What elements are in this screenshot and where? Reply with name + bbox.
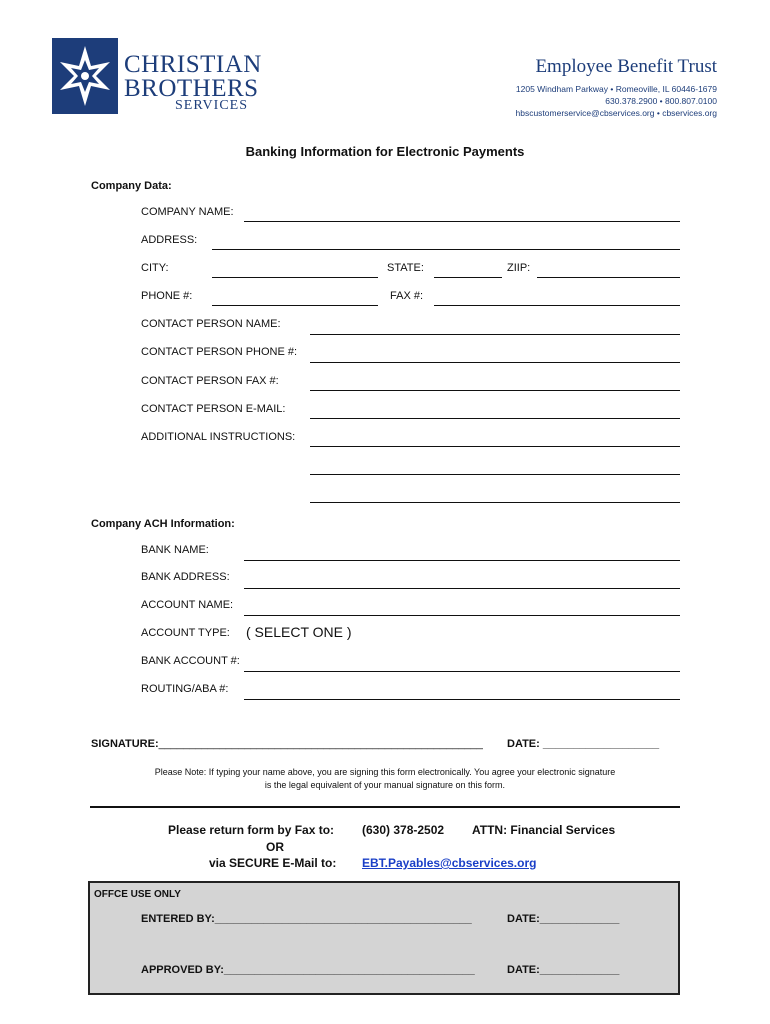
address-label: ADDRESS: — [141, 234, 198, 246]
contact-phone-label: CONTACT PERSON PHONE #: — [141, 346, 298, 358]
address-field[interactable] — [212, 249, 680, 250]
routing-field[interactable] — [244, 699, 680, 700]
page-title: Banking Information for Electronic Payments — [245, 144, 525, 159]
company-name-label: COMPANY NAME: — [141, 206, 234, 218]
return-email-label: via SECURE E-Mail to: — [209, 856, 337, 870]
zip-field[interactable] — [537, 277, 680, 278]
office-use-heading: OFFCE USE ONLY — [94, 889, 181, 900]
star-logo-icon — [52, 38, 118, 114]
entered-date-field[interactable]: DATE:_____________ — [507, 913, 620, 925]
signature-date-field[interactable]: ___________________ — [542, 738, 660, 750]
approved-date-field[interactable]: DATE:_____________ — [507, 964, 620, 976]
account-type-select[interactable]: ( SELECT ONE ) — [246, 624, 352, 640]
contact-phone-field[interactable] — [310, 362, 680, 363]
bank-address-label: BANK ADDRESS: — [141, 571, 230, 583]
bank-account-field[interactable] — [244, 671, 680, 672]
contact-fax-field[interactable] — [310, 390, 680, 391]
city-label: CITY: — [141, 262, 169, 274]
signature-note — [90, 766, 680, 792]
entered-by-field[interactable]: ENTERED BY:__________________________________________ — [141, 913, 472, 925]
zip-label: ZIIP: — [507, 262, 531, 274]
contact-email-field[interactable] — [310, 418, 680, 419]
additional-instructions-label: ADDITIONAL INSTRUCTIONS: — [141, 431, 296, 443]
signature-date-label: DATE: — [507, 738, 540, 750]
state-field[interactable] — [434, 277, 502, 278]
return-fax-label: Please return form by Fax to: — [168, 823, 335, 837]
brand-name-line2: BROTHERS — [124, 75, 259, 102]
signature-date-row — [507, 738, 659, 750]
signature-label: SIGNATURE: — [91, 738, 159, 750]
signature-note-line1: Please Note: If typing your name above, you are signing this form electronically. You agree your electronic signature — [154, 767, 616, 777]
signature-note-line2: is the legal equivalent of your manual signature on this form. — [264, 780, 506, 790]
company-name-field[interactable] — [244, 221, 680, 222]
bank-address-field[interactable] — [244, 588, 680, 589]
office-use-box — [88, 881, 680, 995]
bank-name-label: BANK NAME: — [141, 544, 209, 556]
ebt-contact-block — [515, 83, 717, 119]
additional-instructions-line-3[interactable] — [310, 502, 680, 503]
ach-heading: Company ACH Information: — [91, 518, 235, 530]
routing-label: ROUTING/ABA #: — [141, 683, 229, 695]
brand-name-line1: CHRISTIAN — [124, 51, 262, 78]
state-label: STATE: — [387, 262, 424, 274]
additional-instructions-line-2[interactable] — [310, 474, 680, 475]
contact-name-field[interactable] — [310, 334, 680, 335]
divider — [90, 806, 680, 808]
contact-fax-label: CONTACT PERSON FAX #: — [141, 375, 279, 387]
account-name-label: ACCOUNT NAME: — [141, 599, 234, 611]
return-email-link[interactable]: EBT.Payables@cbservices.org — [362, 856, 537, 870]
bank-account-label: BANK ACCOUNT #: — [141, 655, 240, 667]
bank-name-field[interactable] — [244, 560, 680, 561]
phone-label: PHONE #: — [141, 290, 193, 302]
brand-name-line3: SERVICES — [175, 98, 249, 113]
star-logo-graphic — [52, 38, 118, 114]
fax-label: FAX #: — [390, 290, 424, 302]
city-field[interactable] — [212, 277, 378, 278]
additional-instructions-line-1[interactable] — [310, 446, 680, 447]
signature-row — [91, 738, 483, 750]
company-data-heading: Company Data: — [91, 180, 172, 192]
ebt-title: Employee Benefit Trust — [535, 56, 717, 77]
return-fax-number: (630) 378-2502 — [362, 823, 445, 837]
approved-by-field[interactable]: APPROVED BY:_________________________________________ — [141, 964, 475, 976]
contact-email-label: CONTACT PERSON E-MAIL: — [141, 403, 286, 415]
return-or: OR — [266, 840, 284, 854]
contact-name-label: CONTACT PERSON NAME: — [141, 318, 281, 330]
return-attn: ATTN: Financial Services — [472, 823, 616, 837]
phone-field[interactable] — [212, 305, 378, 306]
ebt-address: 1205 Windham Parkway • Romeoville, IL 60446-1679 — [515, 84, 717, 94]
fax-field[interactable] — [434, 305, 680, 306]
ebt-phone: 630.378.2900 • 800.807.0100 — [605, 96, 717, 106]
ebt-email: hbscustomerservice@cbservices.org • cbservices.org — [515, 108, 717, 118]
signature-field[interactable]: _____________________________________________________ — [158, 738, 483, 750]
account-name-field[interactable] — [244, 615, 680, 616]
account-type-label: ACCOUNT TYPE: — [141, 627, 230, 639]
